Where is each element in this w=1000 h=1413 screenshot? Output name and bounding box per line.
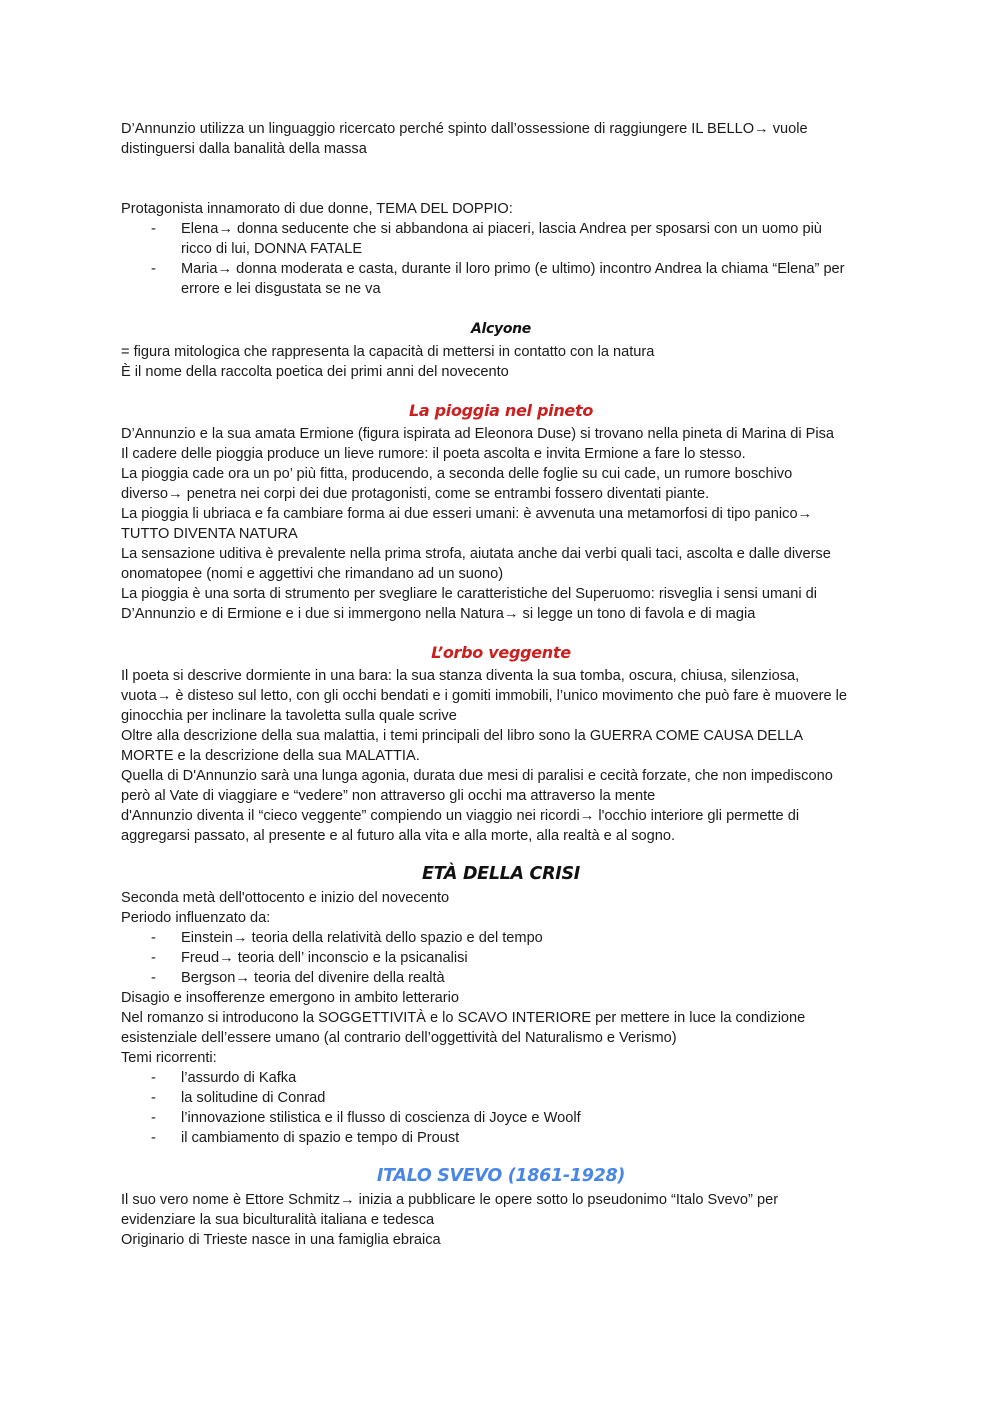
text-line: MORTE e la descrizione della sua MALATTIA. (121, 748, 420, 764)
list-item (121, 1088, 881, 1108)
list-item (121, 219, 881, 259)
text-line: vuota→ è disteso sul letto, con gli occhi bendati e i gomiti immobili, l’unico movimento che può fare è muovere le (121, 688, 847, 704)
text-line: Freud→ teoria dell’ inconscio e la psicanalisi (181, 950, 468, 966)
dash-bullet: - (151, 1130, 156, 1146)
svevo-paragraph (121, 1190, 881, 1250)
text-line: La sensazione uditiva è prevalente nella prima strofa, aiutata anche dai verbi quali taci, ascolta e dalle diverse (121, 546, 831, 562)
list-item (121, 928, 881, 948)
doppio-section (121, 199, 881, 299)
text-line: Disagio e insofferenze emergono in ambito letterario (121, 990, 460, 1006)
text-line: D’Annunzio utilizza un linguaggio ricercato perché spinto dall’ossessione di raggiungere IL BELLO→ vuole (121, 121, 808, 137)
text-line: D’Annunzio e la sua amata Ermione (figura ispirata ad Eleonora Duse) si trovano nella pineta di Marina di Pisa (121, 426, 835, 442)
text-line: ginocchia per inclinare la tavoletta sulla quale scrive (121, 708, 457, 724)
text-line: Periodo influenzato da: (121, 910, 271, 926)
list-item (121, 1108, 881, 1128)
text-line: Elena→ donna seducente che si abbandona ai piaceri, lascia Andrea per sposarsi con un uomo più (181, 221, 822, 237)
text-line: diverso→ penetra nei corpi dei due protagonisti, come se entrambi fossero diventati piante. (121, 486, 710, 502)
list-item (121, 259, 881, 299)
text-line: d'Annunzio diventa il “cieco veggente” compiendo un viaggio nei ricordi→ l'occhio interiore gli permette di (121, 808, 800, 824)
section-heading-crisi: ETÀ DELLA CRISI (421, 864, 581, 884)
text-line: la solitudine di Conrad (181, 1090, 326, 1106)
text-line: Protagonista innamorato di due donne, TEMA DEL DOPPIO: (121, 201, 513, 217)
section-heading-orbo: L’orbo veggente (431, 643, 571, 662)
dash-bullet: - (151, 1090, 156, 1106)
alcyone-paragraph (121, 342, 881, 382)
text-line: La pioggia cade ora un po’ più fitta, producendo, a seconda delle foglie su cui cade, un rumore boschivo (121, 466, 793, 482)
text-line: esistenziale dell’essere umano (al contrario dell’oggettività del Naturalismo e Verismo) (121, 1030, 677, 1046)
text-line: il cambiamento di spazio e tempo di Proust (181, 1130, 460, 1146)
section-heading-alcyone: Alcyone (470, 321, 532, 337)
pioggia-paragraph (121, 424, 881, 624)
text-line: Temi ricorrenti: (121, 1050, 217, 1066)
dash-bullet: - (151, 261, 156, 277)
text-line: D’Annunzio e di Ermione e i due si immergono nella Natura→ si legge un tono di favola e di magia (121, 606, 756, 622)
text-line: Bergson→ teoria del divenire della realtà (181, 970, 445, 986)
intro-paragraph (121, 119, 881, 159)
list-item (121, 968, 881, 988)
section-heading-svevo: ITALO SVEVO (1861-1928) (376, 1166, 626, 1186)
temi-list (121, 1068, 881, 1148)
text-line: Oltre alla descrizione della sua malattia, i temi principali del libro sono la GUERRA COME CAUSA DELLA (121, 728, 804, 744)
dash-bullet: - (151, 221, 156, 237)
text-line: errore e lei disgustata se ne va (181, 281, 381, 297)
text-line: Il cadere delle pioggia produce un lieve rumore: il poeta ascolta e invita Ermione a fare lo stesso. (121, 446, 746, 462)
text-line: l’innovazione stilistica e il flusso di coscienza di Joyce e Woolf (181, 1110, 581, 1126)
text-line: Einstein→ teoria della relatività dello spazio e del tempo (181, 930, 543, 946)
text-line: distinguersi dalla banalità della massa (121, 141, 367, 157)
text-line: evidenziare la sua biculturalità italiana e tedesca (121, 1212, 435, 1228)
text-line: Il suo vero nome è Ettore Schmitz→ inizia a pubblicare le opere sotto lo pseudonimo “Italo Svevo” per (121, 1192, 779, 1208)
section-heading-pioggia: La pioggia nel pineto (408, 401, 594, 420)
text-line: Seconda metà dell'ottocento e inizio del novecento (121, 890, 450, 906)
text-line: ricco di lui, DONNA FATALE (181, 241, 363, 257)
dash-bullet: - (151, 1070, 156, 1086)
doppio-list (121, 219, 881, 299)
dash-bullet: - (151, 1110, 156, 1126)
text-line: onomatopee (nomi e aggettivi che rimandano ad un suono) (121, 566, 504, 582)
text-line: = figura mitologica che rappresenta la capacità di mettersi in contatto con la natura (121, 344, 655, 360)
crisi-section (121, 888, 881, 1148)
spacer (121, 159, 881, 199)
text-line: È il nome della raccolta poetica dei primi anni del novecento (121, 364, 509, 380)
text-line: Il poeta si descrive dormiente in una bara: la sua stanza diventa la sua tomba, oscura, chiusa, silenziosa, (121, 668, 800, 684)
text-line: La pioggia è una sorta di strumento per svegliare le caratteristiche del Superuomo: risveglia i sensi umani di (121, 586, 818, 602)
list-item (121, 948, 881, 968)
text-line: Maria→ donna moderata e casta, durante il loro primo (e ultimo) incontro Andrea la chiama “Elena” per (181, 261, 845, 277)
orbo-paragraph (121, 666, 881, 846)
text-line: però al Vate di viaggiare e “vedere” non attraverso gli occhi ma attraverso la mente (121, 788, 656, 804)
list-item (121, 1128, 881, 1148)
dash-bullet: - (151, 930, 156, 946)
influences-list (121, 928, 881, 988)
dash-bullet: - (151, 950, 156, 966)
text-line: Originario di Trieste nasce in una famiglia ebraica (121, 1232, 441, 1248)
document-body (121, 119, 881, 1250)
text-line: Nel romanzo si introducono la SOGGETTIVITÀ e lo SCAVO INTERIORE per mettere in luce la condizione (121, 1010, 806, 1026)
text-line: l’assurdo di Kafka (181, 1070, 297, 1086)
text-line: TUTTO DIVENTA NATURA (121, 526, 298, 542)
list-item (121, 1068, 881, 1088)
text-line: La pioggia li ubriaca e fa cambiare forma ai due esseri umani: è avvenuta una metamorfosi di tipo panico→ (121, 506, 813, 522)
dash-bullet: - (151, 970, 156, 986)
text-line: aggregarsi passato, al presente e al futuro alla vita e alla morte, alla realtà e al sogno. (121, 828, 676, 844)
text-line: Quella di D'Annunzio sarà una lunga agonia, durata due mesi di paralisi e cecità forzate, che non impediscono (121, 768, 833, 784)
